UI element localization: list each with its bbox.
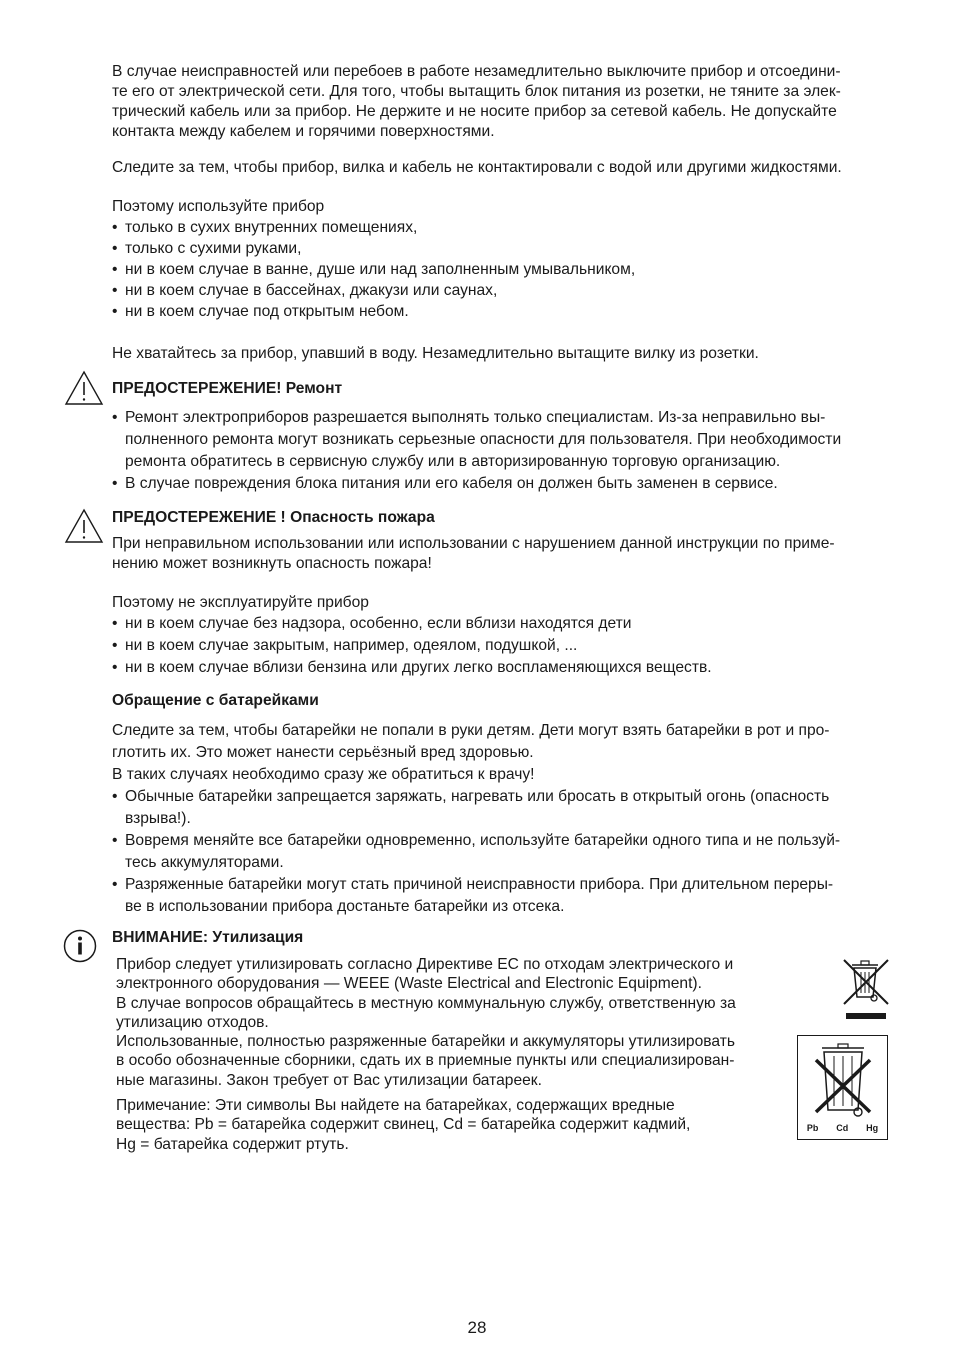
crossed-bin-icon (806, 1040, 880, 1120)
symbol-labels (798, 1123, 887, 1133)
text-line: В случае вопросов обращайтесь в местную коммунальную службу, ответственную за (116, 994, 736, 1012)
list-item: • ни в коем случае под открытым небом. (112, 302, 902, 322)
text-line: ве в использовании прибора достаньте батарейки из отсека. (125, 898, 565, 915)
warning-repair-section (112, 379, 902, 495)
text-line: Примечание: Эти символы Вы найдете на батарейках, содержащих вредные (116, 1097, 675, 1115)
disposal-section (112, 928, 902, 948)
list-item: • Ремонт электроприборов разрешается выполнять только специалистам. Из-за неправильно вы- (112, 407, 902, 429)
text-line: глотить их. Это может нанести серьёзный вред здоровью. (112, 744, 534, 761)
list-item: • ни в коем случае в бассейнах, джакузи или саунах, (112, 281, 902, 301)
text-line: трический кабель или за прибор. Не держите и не носите прибор за сетевой кабель. Не допускайте (112, 103, 837, 120)
text-line: ремонта обратитесь в сервисную службу или в авторизированную торговую организацию. (125, 453, 781, 470)
text-line: Hg = батарейка содержит ртуть. (116, 1135, 349, 1153)
text-line: Не хватайтесь за прибор, упавший в воду. Незамедлительно вытащите вилку из розетки. (112, 345, 759, 362)
text-line: вещества: Pb = батарейка содержит свинец, Cd = батарейка содержит кадмий, (116, 1116, 691, 1134)
list-item: • Разряженные батарейки могут стать причиной неисправности прибора. При длительном переры- (112, 874, 902, 896)
text-line: В таких случаях необходимо сразу же обратиться к врачу! (112, 766, 535, 783)
text-line: тесь аккумуляторами. (125, 854, 284, 871)
text-line: контакта между кабелем и горячими поверхностями. (112, 123, 495, 140)
list-intro: Поэтому не эксплуатируйте прибор (112, 594, 369, 611)
liquid-paragraph (112, 158, 902, 178)
warning-triangle-icon (64, 508, 104, 544)
list-item: • ни в коем случае закрытым, например, одеялом, подушкой, ... (112, 636, 902, 656)
text-line: полненного ремонта могут возникать серьезные опасности для пользователя. При необходимости (125, 431, 842, 448)
section-heading: ПРЕДОСТЕРЕЖЕНИЕ ! Опасность пожара (112, 509, 435, 526)
text-line: Следите за тем, чтобы прибор, вилка и кабель не контактировали с водой или другими жидкостями. (112, 159, 842, 176)
usage-list (112, 197, 902, 322)
section-heading: Обращение с батарейками (112, 692, 319, 709)
list-item: • В случае повреждения блока питания или его кабеля он должен быть заменен в сервисе. (112, 473, 902, 495)
section-heading: ВНИМАНИЕ: Утилизация (112, 929, 304, 946)
text-line: электронного оборудования — WEEE (Waste Electrical and Electronic Equipment). (116, 975, 702, 993)
list-item: • только в сухих внутренних помещениях, (112, 218, 902, 238)
section-heading: ПРЕДОСТЕРЕЖЕНИЕ! Ремонт (112, 380, 343, 397)
list-item: • ни в коем случае вблизи бензина или других легко воспламеняющихся веществ. (112, 658, 902, 678)
warning-triangle-icon (64, 370, 104, 406)
text-line: нению может возникнуть опасность пожара! (112, 555, 432, 572)
list-item: • ни в коем случае в ванне, душе или над заполненным умывальником, (112, 260, 902, 280)
list-item: • Обычные батарейки запрещается заряжать, нагревать или бросать в открытый огонь (опасность (112, 786, 902, 808)
symbol-label: Cd (836, 1123, 849, 1133)
water-paragraph (112, 344, 902, 364)
crossed-bin-icon (840, 957, 892, 1021)
text-line: При неправильном использовании или использовании с нарушением данной инструкции по приме- (112, 535, 835, 552)
text-line: в особо обозначенные сборники, сдать их в приемные пункты или специализирован- (116, 1052, 735, 1070)
text-line: Следите за тем, чтобы батарейки не попали в руки детям. Дети могут взять батарейки в рот и про- (112, 722, 830, 739)
text-line: В случае неисправностей или перебоев в работе незамедлительно выключите прибор и отсоедини- (112, 63, 841, 80)
intro-paragraph (112, 62, 902, 142)
text-line: те его от электрической сети. Для того, чтобы вытащить блок питания из розетки, не тяните за элек- (112, 83, 841, 100)
warning-fire-section (112, 508, 902, 678)
text-line: утилизацию отходов. (116, 1013, 269, 1031)
list-item: • ни в коем случае без надзора, особенно, если вблизи находятся дети (112, 614, 902, 634)
text-line: Прибор следует утилизировать согласно Директиве ЕС по отходам электрического и (116, 956, 734, 973)
text-line: ные магазины. Закон требует от Вас утилизации батареек. (116, 1071, 542, 1089)
list-item: • только с сухими руками, (112, 239, 902, 259)
text-line: Использованные, полностью разряженные батарейки и аккумуляторы утилизировать (116, 1033, 735, 1051)
list-intro: Поэтому используйте прибор (112, 198, 325, 215)
disposal-text (116, 955, 796, 1154)
page-number: 28 (467, 1318, 487, 1337)
list-item: • Вовремя меняйте все батарейки одновременно, используйте батарейки одного типа и не пользуй- (112, 830, 902, 852)
symbol-label: Pb (806, 1123, 819, 1133)
symbol-label: Hg (866, 1123, 879, 1133)
batteries-section (112, 691, 902, 918)
battery-symbol-box (797, 1035, 888, 1140)
info-circle-icon (63, 929, 97, 963)
text-line: взрыва!). (125, 810, 191, 827)
